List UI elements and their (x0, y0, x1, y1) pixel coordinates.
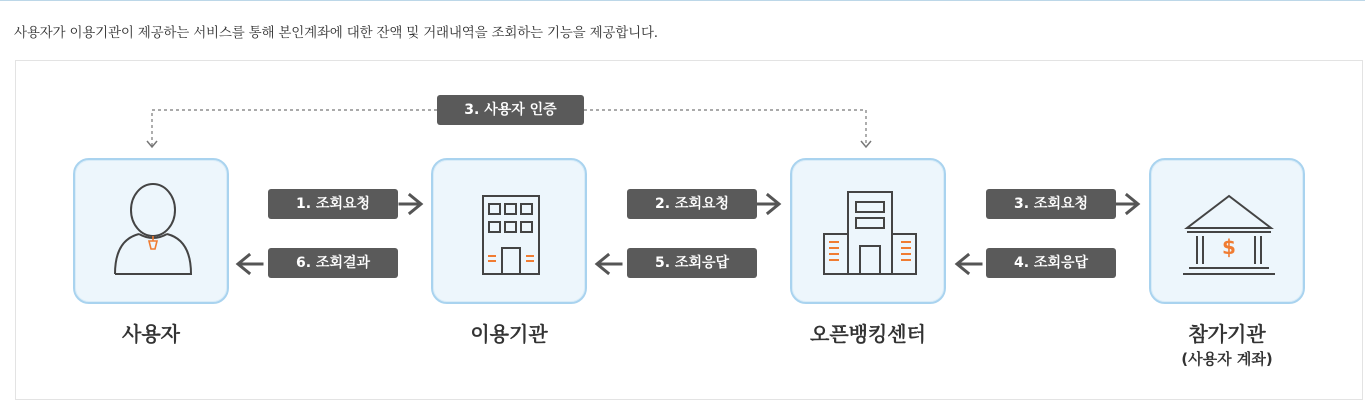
node-center (790, 158, 946, 304)
step-6-label: 6. 조회결과 (268, 248, 398, 278)
node-org (431, 158, 587, 304)
step-5-label: 5. 조회응답 (627, 248, 757, 278)
dollar-sign-icon: $ (1222, 235, 1236, 259)
step-4-label: 4. 조회응답 (986, 248, 1116, 278)
node-center-label: 오픈뱅킹센터 (810, 322, 926, 346)
user-icon (75, 160, 231, 306)
description-text: 사용자가 이용기관이 제공하는 서비스를 통해 본인계좌에 대한 잔액 및 거래내역을 조회하는 기능을 제공합니다. (14, 25, 658, 41)
node-user-label: 사용자 (122, 322, 180, 346)
node-bank (1149, 158, 1305, 304)
node-org-label: 이용기관 (470, 322, 548, 346)
step-2-label: 2. 조회요청 (627, 189, 757, 219)
node-bank-label: 참가기관 (1188, 322, 1266, 346)
step-3-label: 3. 조회요청 (986, 189, 1116, 219)
node-user (73, 158, 229, 304)
step-1-label: 1. 조회요청 (268, 189, 398, 219)
auth-arrowheads (147, 141, 871, 147)
bank-center-building-icon (792, 160, 948, 306)
bank-institution-icon (1151, 160, 1307, 306)
office-building-icon (433, 160, 589, 306)
node-bank-sublabel: (사용자 계좌) (1181, 350, 1273, 368)
step-auth-label: 3. 사용자 인증 (437, 95, 584, 125)
